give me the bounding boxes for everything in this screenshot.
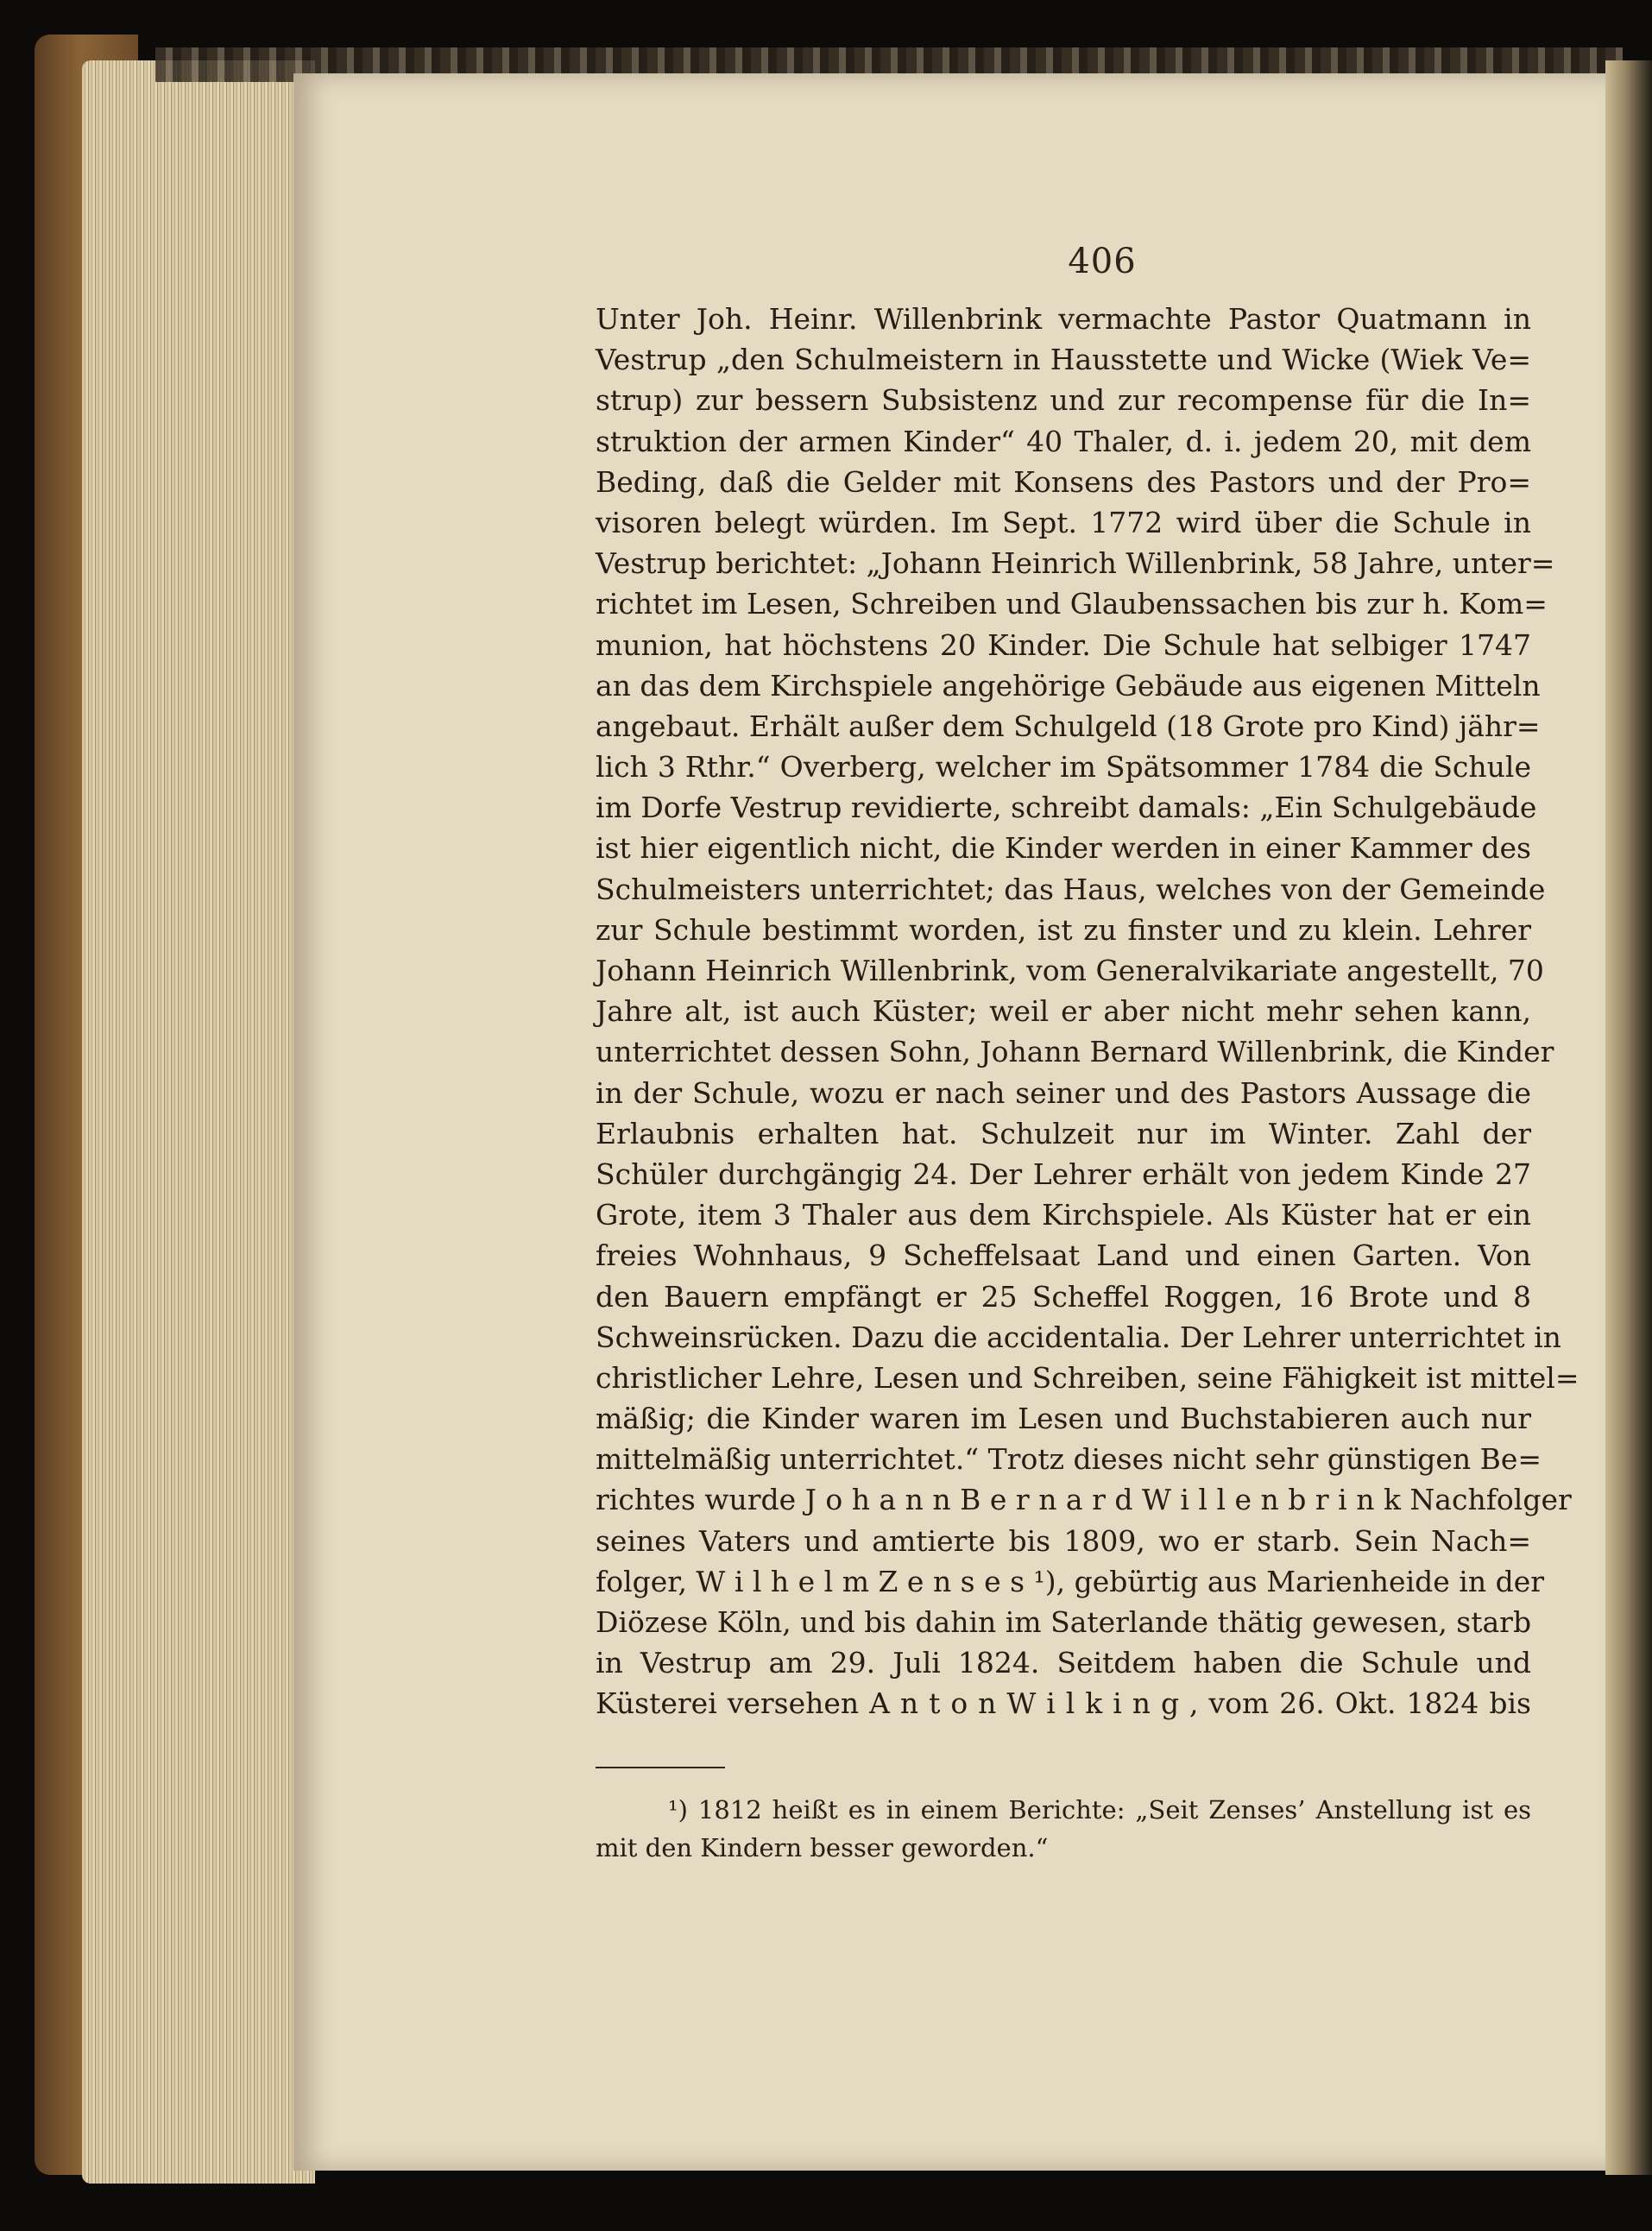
page-number: 406 <box>1068 242 1137 281</box>
text-line: seines Vaters und amtierte bis 1809, wo er starb. Sein Nach= <box>596 1523 1531 1558</box>
text-line: ist hier eigentlich nicht, die Kinder werden in einer Kammer des <box>596 831 1531 866</box>
text-line: den Bauern empfängt er 25 Scheffel Roggen, 16 Brote und 8 <box>596 1279 1531 1314</box>
text-line: an das dem Kirchspiele angehörige Gebäude aus eigenen Mitteln <box>596 668 1541 703</box>
right-gutter <box>1605 60 1652 2175</box>
text-line: angebaut. Erhält außer dem Schulgeld (18 Grote pro Kind) jähr= <box>596 709 1541 743</box>
text-line: Vestrup „den Schulmeistern in Hausstette und Wicke (Wiek Ve= <box>596 343 1531 377</box>
text-line: richtes wurde J o h a n n B e r n a r d W i l l e n b r i n k Nachfolger <box>596 1483 1572 1517</box>
text-line: visoren belegt würden. Im Sept. 1772 wird über die Schule in <box>596 505 1531 539</box>
text-line: Erlaubnis erhalten hat. Schulzeit nur im Winter. Zahl der <box>596 1116 1531 1150</box>
text-line: christlicher Lehre, Lesen und Schreiben, seine Fähigkeit ist mittel= <box>596 1360 1579 1395</box>
page-number-container <box>0 242 1652 281</box>
text-line: im Dorfe Vestrup revidierte, schreibt damals: „Ein Schulgebäude <box>596 791 1537 825</box>
text-line: Schweinsrücken. Dazu die accidentalia. Der Lehrer unterrichtet in <box>596 1320 1561 1354</box>
text-line: richtet im Lesen, Schreiben und Glaubenssachen bis zur h. Kom= <box>596 587 1548 621</box>
text-line: struktion der armen Kinder“ 40 Thaler, d. i. jedem 20, mit dem <box>596 424 1531 458</box>
text-line: Schulmeisters unterrichtet; das Haus, welches von der Gemeinde <box>596 872 1546 906</box>
footnotes <box>596 1791 1531 1867</box>
text-line: Grote, item 3 Thaler aus dem Kirchspiele. Als Küster hat er ein <box>596 1198 1531 1232</box>
text-line: Jahre alt, ist auch Küster; weil er aber nicht mehr sehen kann, <box>596 994 1531 1029</box>
text-line: Diözese Köln, und bis dahin im Saterlande thätig gewesen, starb <box>596 1605 1532 1639</box>
text-line: lich 3 Rthr.“ Overberg, welcher im Spätsommer 1784 die Schule <box>596 750 1531 785</box>
footnote-line: ¹) 1812 heißt es in einem Berichte: „Seit Zenses’ Anstellung ist es <box>668 1795 1531 1825</box>
text-line: in Vestrup am 29. Juli 1824. Seitdem haben die Schule und <box>596 1646 1531 1680</box>
text-line: Schüler durchgängig 24. Der Lehrer erhält von jedem Kinde 27 <box>596 1156 1531 1191</box>
text-line: unterrichtet dessen Sohn, Johann Bernard Willenbrink, die Kinder <box>596 1035 1554 1069</box>
text-line: mittelmäßig unterrichtet.“ Trotz dieses nicht sehr günstigen Be= <box>596 1442 1542 1477</box>
text-line: freies Wohnhaus, 9 Scheffelsaat Land und einen Garten. Von <box>596 1238 1531 1273</box>
text-line: Küsterei versehen A n t o n W i l k i n g , vom 26. Okt. 1824 bis <box>596 1686 1531 1721</box>
text-line: zur Schule bestimmt worden, ist zu finster und zu klein. Lehrer <box>596 912 1531 947</box>
text-line: Unter Joh. Heinr. Willenbrink vermachte Pastor Quatmann in <box>596 302 1531 336</box>
text-line: strup) zur bessern Subsistenz und zur recompense für die In= <box>596 383 1531 418</box>
text-line: in der Schule, wozu er nach seiner und des Pastors Aussage die <box>596 1075 1531 1110</box>
page-edges <box>82 60 315 2184</box>
text-line: Vestrup berichtet: „Johann Heinrich Willenbrink, 58 Jahre, unter= <box>596 546 1555 581</box>
text-line: Beding, daß die Gelder mit Konsens des Pastors und der Pro= <box>596 464 1531 499</box>
footnote-rule <box>596 1767 725 1768</box>
text-line: mäßig; die Kinder waren im Lesen und Buchstabieren auch nur <box>596 1402 1531 1436</box>
text-line: folger, W i l h e l m Z e n s e s ¹), gebürtig aus Marienheide in der <box>596 1564 1545 1598</box>
body-text <box>596 299 1579 1724</box>
text-line: munion, hat höchstens 20 Kinder. Die Schule hat selbiger 1747 <box>596 627 1531 662</box>
text-line: Johann Heinrich Willenbrink, vom Generalvikariate angestellt, 70 <box>596 954 1544 987</box>
footnote-line: mit den Kindern besser geworden.“ <box>596 1833 1049 1862</box>
